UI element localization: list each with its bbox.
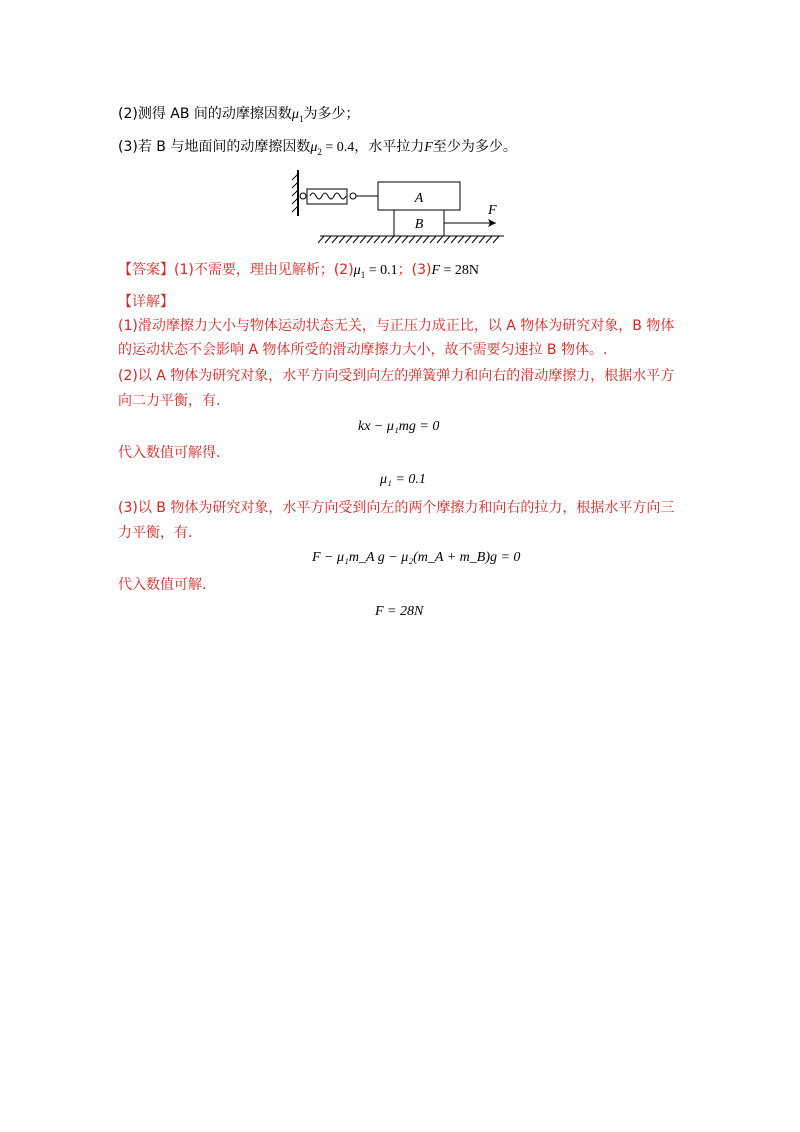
q2-prefix: (2)测得 AB 间的动摩擦因数 — [118, 106, 292, 122]
block-b-label: B — [414, 217, 424, 232]
spring-scale-body — [307, 189, 347, 204]
answer-label: 【答案】 — [118, 262, 174, 278]
detail-label: 【详解】 — [118, 294, 174, 310]
answer-mu: $\mu_1 = 0.1$ — [353, 263, 398, 280]
spring-coil — [310, 193, 346, 199]
detail-p1-line2: 的运动状态不会影响 A 物体所受的滑动摩擦力大小，故不需要匀速拉 B 物体。. — [118, 342, 608, 358]
physics-diagram — [290, 168, 520, 250]
block-a-label: A — [414, 191, 424, 206]
equation-4: F = 28N — [375, 604, 424, 619]
answer-part1: (1)不需要，理由见解析；(2) — [174, 262, 354, 278]
q3-eq: = 0.4 — [321, 140, 355, 155]
force-label: F — [488, 203, 497, 218]
q3-mu: $\mu_2$ — [310, 140, 322, 157]
equation-2: μ₁ = 0.1 — [380, 472, 426, 487]
question-3 — [118, 137, 517, 162]
q2-mu: $\mu_1$ — [291, 107, 304, 124]
equation-1: kx − μ₁mg = 0 — [358, 419, 440, 434]
detail-sub2: 代入数值可解. — [118, 577, 207, 593]
spring-hook-left — [300, 193, 306, 199]
q3-suffix: ，水平拉力 — [354, 139, 425, 155]
detail-p2-line2: 向二力平衡，有. — [118, 393, 221, 409]
answer-line — [118, 260, 479, 285]
q3-F: F — [424, 140, 433, 155]
q2-suffix: 为多少； — [303, 106, 360, 122]
answer-F: F = 28N — [431, 263, 480, 278]
detail-sub1: 代入数值可解得. — [118, 445, 221, 461]
ground-hatch — [318, 236, 499, 243]
detail-p3-line2: 力平衡，有. — [118, 525, 193, 541]
detail-p2-line1: (2)以 A 物体为研究对象，水平方向受到向左的弹簧弹力和向右的滑动摩擦力，根据水平方 — [118, 368, 675, 384]
equation-3: F − μ₁m_A g − μ₂(m_A + m_B)g = 0 — [312, 550, 521, 565]
detail-p3-line1: (3)以 B 物体为研究对象，水平方向受到向左的两个摩擦力和向右的拉力，根据水平方向三 — [118, 500, 675, 516]
question-2 — [118, 104, 359, 129]
q3-prefix: (3)若 B 与地面间的动摩擦因数 — [118, 139, 311, 155]
q3-end: 至少为多少。 — [432, 139, 517, 155]
detail-p1-line1: (1)滑动摩擦力大小与物体运动状态无关，与正压力成正比，以 A 物体为研究对象，B 物体 — [118, 318, 675, 334]
spring-hook-right — [350, 193, 356, 199]
answer-part3: ；(3) — [397, 262, 432, 278]
